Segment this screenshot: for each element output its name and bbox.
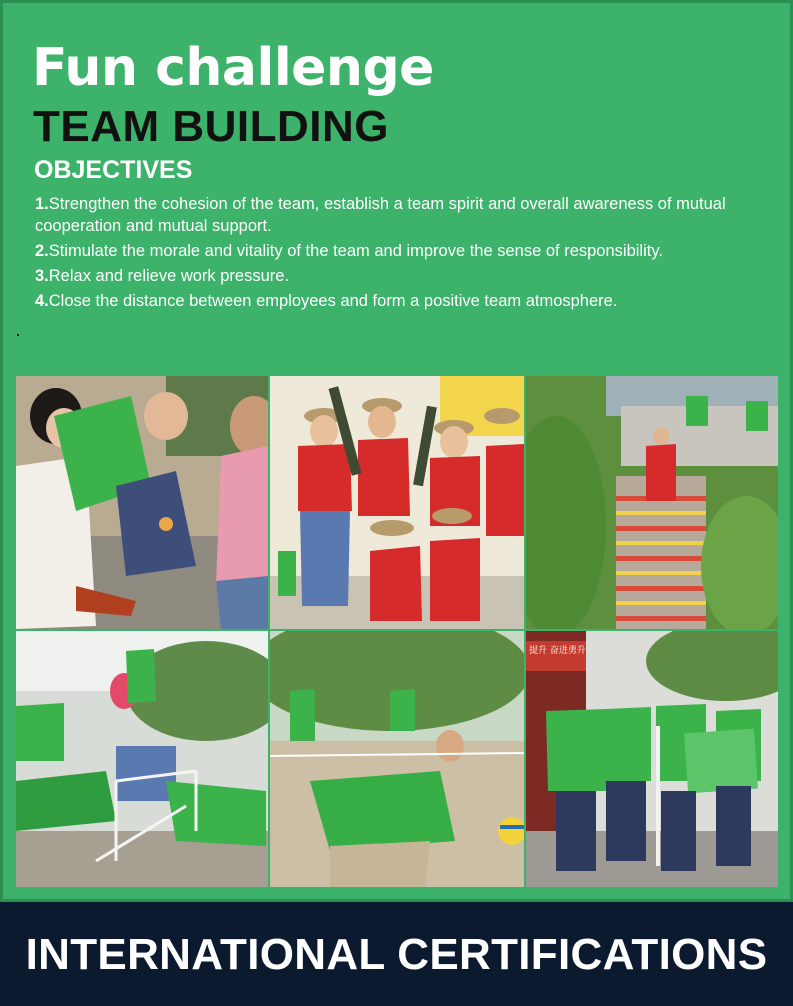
photo-rope-game (270, 631, 524, 887)
objective-item: 3.Relax and relieve work pressure. (35, 267, 290, 285)
photo-red-vest-group (270, 376, 524, 629)
photo-frame-game (16, 631, 268, 887)
objective-item: 2.Stimulate the morale and vitality of the team and improve the sense of responsibility. (35, 242, 663, 260)
objective-item: 1.Strengthen the cohesion of the team, establish a team spirit and overall awareness of mutual cooperation and mutual support. (35, 195, 726, 235)
photo-sign-text: 提升 奋进勇升 (529, 646, 586, 656)
stray-dot (17, 334, 19, 336)
team-building-heading: TEAM BUILDING (33, 102, 390, 151)
international-certifications-heading: INTERNATIONAL CERTIFICATIONS (25, 930, 768, 979)
objective-item: 4.Close the distance between employees and form a positive team atmosphere. (35, 292, 618, 310)
photo-team-banner (526, 631, 778, 887)
fun-challenge-heading: Fun challenge (32, 38, 434, 98)
objectives-heading: OBJECTIVES (34, 156, 193, 184)
photo-collage (16, 376, 778, 887)
photo-green-vest-activity (16, 376, 268, 629)
objectives-list (35, 193, 775, 315)
photo-garden-steps (526, 376, 778, 629)
